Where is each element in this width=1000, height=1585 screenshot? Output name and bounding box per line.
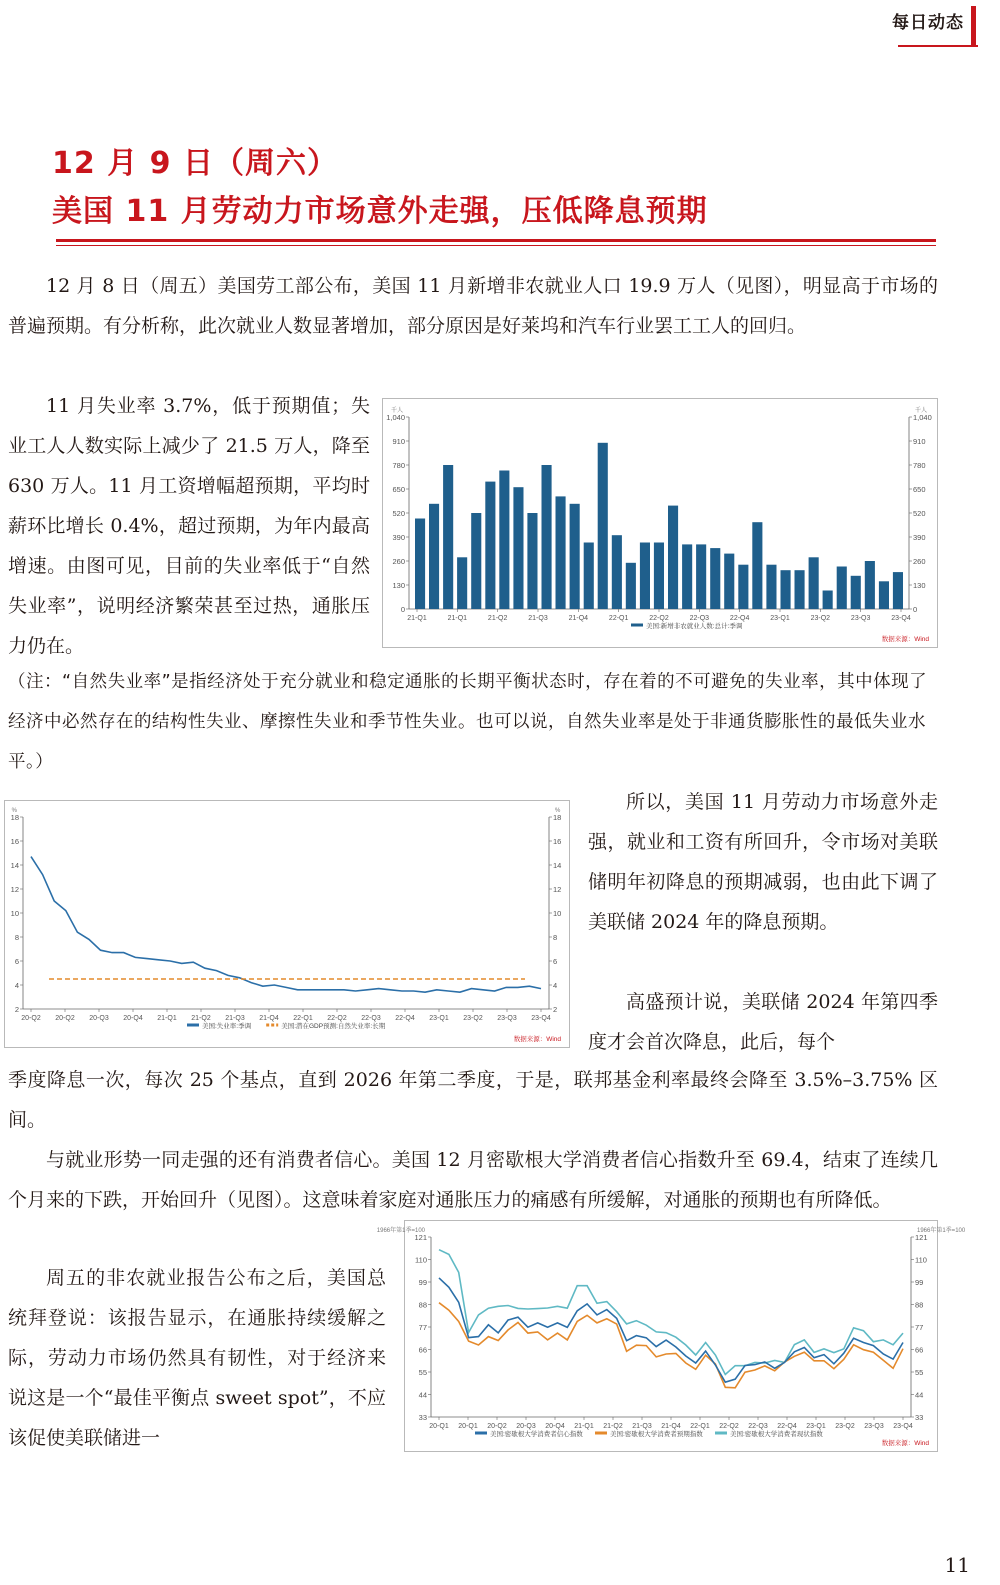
y-unit-label: % xyxy=(555,808,561,814)
y-tick-label: 2 xyxy=(14,1005,19,1014)
x-tick-label: 23-Q3 xyxy=(864,1423,884,1430)
section-marker xyxy=(971,6,976,46)
y-tick-label: 650 xyxy=(392,485,405,494)
x-tick-label: 22-Q2 xyxy=(719,1423,739,1430)
figure-consumer-sentiment xyxy=(376,1220,966,1452)
paragraph-4b: 季度降息一次，每次 25 个基点，直到 2026 年第二季度，于是，联邦基金利率最终会降至 3.5%–3.75% 区间。 xyxy=(8,1069,938,1131)
y-unit-label: 千人 xyxy=(390,408,403,414)
x-tick-label: 22-Q4 xyxy=(729,615,750,622)
y-tick-label: 2 xyxy=(553,1005,558,1014)
bar-mark xyxy=(612,535,622,609)
x-tick-label: 23-Q1 xyxy=(429,1015,449,1022)
y-tick-label: 16 xyxy=(553,837,562,846)
chart-source: 数据来源：Wind xyxy=(881,636,929,643)
paragraph-6: 周五的非农就业报告公布之后，美国总统拜登说：该报告显示，在通胀持续缓解之际，劳动力市场仍然具有韧性，对于经济来说这是一个“最佳平衡点 sweet spot”，不应该促使美联储进一 xyxy=(8,1267,386,1449)
bar-mark xyxy=(527,513,537,609)
y-tick-label: 260 xyxy=(392,557,405,566)
x-tick-label: 20-Q4 xyxy=(123,1015,143,1022)
legend-label: 美国:失业率:季调 xyxy=(202,1023,252,1030)
expectations-line xyxy=(439,1303,903,1388)
current-conditions-line xyxy=(439,1250,903,1375)
y-tick-label: 18 xyxy=(10,813,19,822)
y-tick-label: 44 xyxy=(418,1390,427,1400)
x-tick-label: 21-Q3 xyxy=(528,615,548,622)
y-tick-label: 121 xyxy=(414,1233,427,1242)
y-tick-label: 121 xyxy=(915,1233,928,1242)
bar-mark xyxy=(851,576,861,609)
x-tick-label: 21-Q1 xyxy=(447,615,468,622)
x-tick-label: 21-Q2 xyxy=(603,1423,623,1430)
y-tick-label: 110 xyxy=(415,1255,427,1265)
note-natural-unemployment: （注：“自然失业率”是指经济处于充分就业和稳定通胀的长期平衡状态时，存在着的不可避免的失业率，其中体现了经济中必然存在的结构性失业、摩擦性失业和季节性失业。也可以说，自然失业率是处于非通货膨胀性的最低失业水平。） xyxy=(8,672,928,772)
bar-mark xyxy=(513,487,523,609)
bar-mark xyxy=(837,567,847,610)
y-tick-label: 33 xyxy=(915,1413,924,1422)
bar-mark xyxy=(598,443,608,609)
x-tick-label: 21-Q2 xyxy=(191,1015,211,1022)
x-tick-label: 23-Q2 xyxy=(463,1015,483,1022)
bar-mark xyxy=(893,572,903,609)
x-tick-label: 20-Q1 xyxy=(458,1423,478,1430)
y-tick-label: 6 xyxy=(14,957,19,966)
y-tick-label: 66 xyxy=(418,1345,427,1355)
x-tick-label: 21-Q1 xyxy=(157,1015,177,1022)
header-underline xyxy=(898,45,978,47)
bar-mark xyxy=(752,522,762,609)
bar-mark xyxy=(626,563,636,609)
y-tick-label: 12 xyxy=(10,885,19,894)
legend-label: 美国:密歇根大学消费者预期指数 xyxy=(610,1431,703,1438)
y-tick-label: 88 xyxy=(418,1300,427,1310)
y-tick-label: 260 xyxy=(913,557,926,566)
chart-source: 数据来源：Wind xyxy=(513,1036,561,1043)
bar-mark xyxy=(809,557,819,609)
legend-label: 美国:密歇根大学消费者现状指数 xyxy=(730,1431,823,1438)
bar-mark xyxy=(879,581,889,609)
y-tick-label: 910 xyxy=(392,437,405,446)
x-tick-label: 22-Q2 xyxy=(649,615,669,622)
x-tick-label: 20-Q3 xyxy=(516,1423,536,1430)
figure-nonfarm-payrolls xyxy=(382,398,938,648)
x-tick-label: 23-Q4 xyxy=(893,1423,913,1430)
y-unit-label: % xyxy=(11,808,17,814)
y-tick-label: 88 xyxy=(915,1300,924,1310)
paragraph-1: 12 月 8 日（周五）美国劳工部公布，美国 11 月新增非农就业人口 19.9 万人（见图），明显高于市场的普遍预期。有分析称，此次就业人数显著增加，部分原因是好莱坞和汽车行业罢工工人的回归。 xyxy=(8,275,938,337)
figure-unemployment-rate xyxy=(4,800,570,1048)
y-tick-label: 110 xyxy=(915,1255,927,1265)
y-tick-label: 0 xyxy=(913,605,918,614)
y-tick-label: 130 xyxy=(392,581,405,590)
paragraph-4a: 高盛预计说，美联储 2024 年第四季度才会首次降息，此后，每个 xyxy=(588,991,938,1053)
bar-mark xyxy=(584,543,594,610)
legend-label: 美国:新增非农就业人数:总计:季调 xyxy=(646,623,743,630)
chart-source: 数据来源：Wind xyxy=(881,1440,929,1447)
y-tick-label: 99 xyxy=(915,1278,924,1287)
bar-mark xyxy=(781,570,791,609)
x-tick-label: 21-Q4 xyxy=(661,1423,681,1430)
x-tick-label: 20-Q2 xyxy=(55,1015,75,1022)
x-tick-label: 23-Q1 xyxy=(770,615,790,622)
y-tick-label: 520 xyxy=(913,509,926,518)
y-tick-label: 6 xyxy=(553,957,558,966)
y-tick-label: 390 xyxy=(913,533,926,542)
y-tick-label: 4 xyxy=(14,981,19,990)
sentiment-line-chart xyxy=(376,1221,966,1451)
y-tick-label: 780 xyxy=(392,461,405,470)
unemployment-line-chart xyxy=(5,801,569,1047)
paragraph-2: 11 月失业率 3.7%，低于预期值；失业工人人数实际上减少了 21.5 万人，降至 630 万人。11 月工资增幅超预期，平均时薪环比增长 0.4%，超过预期，为年内最高增速。由图可见，目前的失业率低于“自然失业率”，说明经济繁荣甚至过热，通胀压力仍在。 xyxy=(8,395,370,657)
article-headline: 美国 11 月劳动力市场意外走强，压低降息预期 xyxy=(52,194,708,229)
bar-mark xyxy=(696,544,706,609)
section-label: 每日动态 xyxy=(892,13,964,33)
x-tick-label: 21-Q2 xyxy=(487,615,508,622)
x-tick-label: 21-Q4 xyxy=(259,1015,279,1022)
x-tick-label: 22-Q1 xyxy=(293,1015,313,1022)
title-rule-thick xyxy=(56,239,936,242)
x-tick-label: 22-Q2 xyxy=(327,1015,347,1022)
y-tick-label: 14 xyxy=(553,861,562,870)
x-tick-label: 21-Q3 xyxy=(632,1423,652,1430)
bar-mark xyxy=(443,465,453,609)
y-tick-label: 10 xyxy=(553,909,562,918)
x-tick-label: 21-Q3 xyxy=(225,1015,245,1022)
bar-mark xyxy=(640,543,650,610)
bar-mark xyxy=(865,561,875,609)
page-number: 11 xyxy=(944,1553,970,1577)
nonfarm-bar-chart xyxy=(383,399,937,647)
x-tick-label: 22-Q4 xyxy=(395,1015,415,1022)
y-tick-label: 390 xyxy=(392,533,405,542)
x-tick-label: 22-Q1 xyxy=(608,615,629,622)
x-tick-label: 20-Q3 xyxy=(89,1015,109,1022)
bar-mark xyxy=(457,557,467,609)
y-tick-label: 55 xyxy=(915,1368,924,1377)
y-tick-label: 14 xyxy=(10,861,19,870)
x-tick-label: 20-Q2 xyxy=(487,1423,507,1430)
x-tick-label: 20-Q4 xyxy=(545,1423,565,1430)
y-tick-label: 10 xyxy=(10,909,19,918)
unemployment-rate-line xyxy=(31,857,541,993)
y-tick-label: 780 xyxy=(913,461,926,470)
bar-mark xyxy=(654,543,664,610)
x-tick-label: 20-Q1 xyxy=(429,1423,449,1430)
y-tick-label: 44 xyxy=(915,1390,924,1400)
x-tick-label: 22-Q4 xyxy=(777,1423,797,1430)
x-tick-label: 21-Q1 xyxy=(574,1423,594,1430)
y-tick-label: 16 xyxy=(10,837,19,846)
y-tick-label: 99 xyxy=(418,1278,427,1287)
y-unit-label: 1966年第1季=100 xyxy=(376,1228,425,1234)
bar-mark xyxy=(485,482,495,609)
paragraph-3: 所以，美国 11 月劳动力市场意外走强，就业和工资有所回升，令市场对美联储明年初降息的预期减弱，也由此下调了美联储 2024 年的降息预期。 xyxy=(588,791,938,933)
x-tick-label: 23-Q2 xyxy=(810,615,831,622)
bar-mark xyxy=(429,504,439,609)
x-tick-label: 21-Q1 xyxy=(407,615,427,622)
y-tick-label: 130 xyxy=(913,581,926,590)
article-date: 12 月 9 日（周六） xyxy=(52,146,338,181)
bar-mark xyxy=(738,565,748,609)
title-rule-thin xyxy=(56,245,936,246)
y-tick-label: 8 xyxy=(553,933,558,942)
legend-label: 美国:密歇根大学消费者信心指数 xyxy=(490,1431,583,1438)
bar-mark xyxy=(823,591,833,610)
y-unit-label: 千人 xyxy=(915,408,928,414)
y-unit-label: 1966年第1季=100 xyxy=(917,1228,966,1234)
x-tick-label: 23-Q3 xyxy=(497,1015,517,1022)
legend-label: 美国:潜在GDP预测:自然失业率:长期 xyxy=(281,1023,386,1030)
y-tick-label: 66 xyxy=(915,1345,924,1355)
x-tick-label: 23-Q4 xyxy=(891,615,911,622)
x-tick-label: 23-Q4 xyxy=(531,1015,551,1022)
x-tick-label: 22-Q3 xyxy=(748,1423,768,1430)
bar-mark xyxy=(710,548,720,609)
bar-mark xyxy=(724,554,734,609)
bar-mark xyxy=(766,565,776,609)
y-tick-label: 650 xyxy=(913,485,926,494)
x-tick-label: 23-Q2 xyxy=(835,1423,855,1430)
y-tick-label: 4 xyxy=(553,981,558,990)
y-tick-label: 1,040 xyxy=(386,413,405,422)
y-tick-label: 520 xyxy=(392,509,405,518)
x-tick-label: 22-Q1 xyxy=(690,1423,710,1430)
y-tick-label: 910 xyxy=(913,437,926,446)
bar-mark xyxy=(795,570,805,609)
x-tick-label: 21-Q4 xyxy=(568,615,589,622)
y-tick-label: 1,040 xyxy=(913,413,932,422)
paragraph-5: 与就业形势一同走强的还有消费者信心。美国 12 月密歇根大学消费者信心指数升至 69.4，结束了连续几个月来的下跌，开始回升（见图）。这意味着家庭对通胀压力的痛感有所缓解，对通胀的预期也有所降低。 xyxy=(8,1149,938,1211)
bar-mark xyxy=(570,504,580,609)
y-tick-label: 77 xyxy=(915,1323,924,1332)
x-tick-label: 22-Q3 xyxy=(689,615,710,622)
x-tick-label: 22-Q3 xyxy=(361,1015,381,1022)
bar-mark xyxy=(499,471,509,610)
bar-mark xyxy=(471,513,481,609)
bar-mark xyxy=(682,544,692,609)
x-tick-label: 23-Q1 xyxy=(806,1423,826,1430)
x-tick-label: 20-Q2 xyxy=(21,1015,41,1022)
y-tick-label: 77 xyxy=(418,1323,427,1332)
bar-mark xyxy=(542,465,552,609)
bar-mark xyxy=(556,496,566,609)
y-tick-label: 12 xyxy=(553,885,562,894)
y-tick-label: 55 xyxy=(418,1368,427,1377)
y-tick-label: 8 xyxy=(14,933,19,942)
bar-mark xyxy=(668,506,678,609)
bar-mark xyxy=(415,519,425,610)
y-tick-label: 18 xyxy=(553,813,562,822)
x-tick-label: 23-Q3 xyxy=(850,615,871,622)
y-tick-label: 33 xyxy=(418,1413,427,1422)
y-tick-label: 0 xyxy=(400,605,405,614)
